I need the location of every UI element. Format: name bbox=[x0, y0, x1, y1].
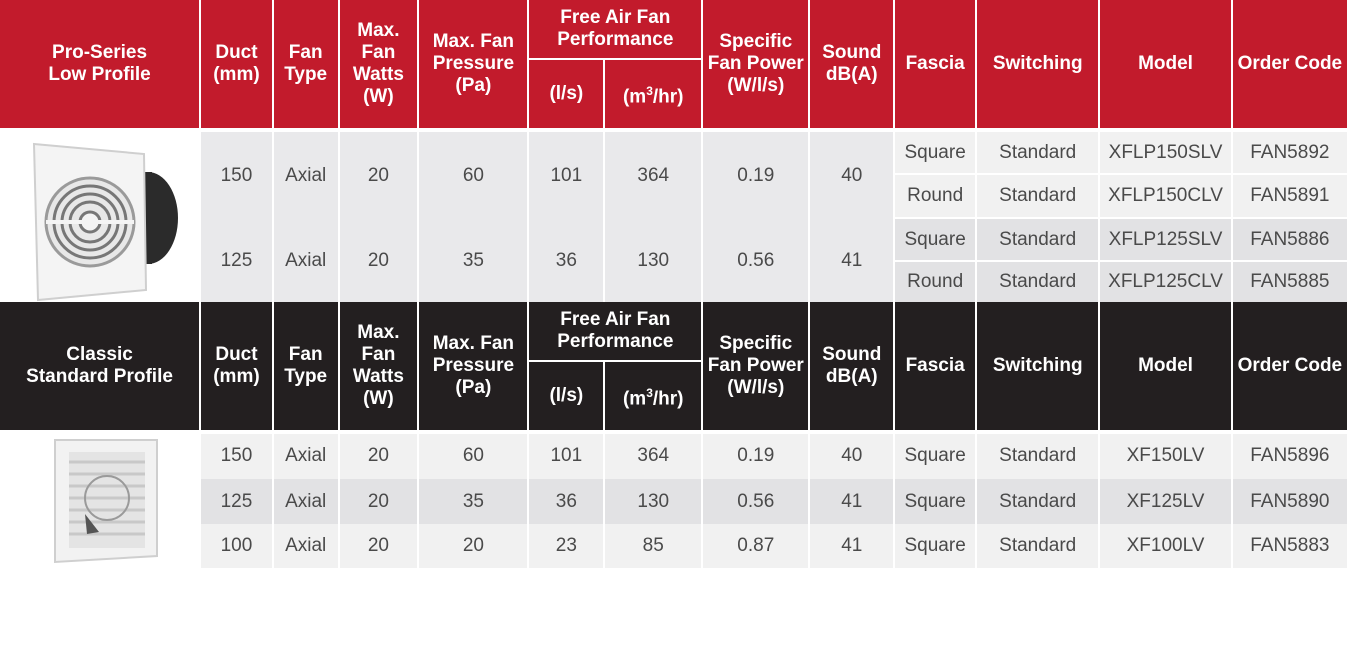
duct-header: Duct (mm) bbox=[201, 302, 272, 430]
cell-fascia: Round bbox=[895, 262, 975, 302]
cell-fascia: Square bbox=[895, 479, 975, 525]
cell-fan-type: Axial bbox=[274, 132, 338, 219]
specific-power-header: Specific Fan Power (W/l/s) bbox=[703, 302, 808, 430]
cell-ls: 36 bbox=[529, 219, 603, 302]
cell-pressure: 35 bbox=[419, 219, 527, 302]
fan-type-header: Fan Type bbox=[274, 0, 338, 128]
max-watts-header: Max. Fan Watts (W) bbox=[340, 0, 418, 128]
cell-m3hr: 85 bbox=[605, 524, 701, 568]
free-air-header: Free Air Fan Performance bbox=[529, 302, 701, 362]
switching-header: Switching bbox=[977, 302, 1098, 430]
sound-header: Sound dB(A) bbox=[810, 0, 893, 128]
cell-fan-type: Axial bbox=[274, 434, 338, 479]
order-code-header: Order Code bbox=[1233, 302, 1347, 430]
cell-fascia: Square bbox=[895, 434, 975, 479]
cell-sfp: 0.19 bbox=[703, 434, 808, 479]
table-row bbox=[0, 132, 1347, 175]
fascia-header: Fascia bbox=[895, 302, 975, 430]
cell-m3hr: 364 bbox=[605, 434, 701, 479]
order-code-header: Order Code bbox=[1233, 0, 1347, 128]
cell-watts: 20 bbox=[340, 434, 418, 479]
cell-sound: 41 bbox=[810, 524, 893, 568]
louvred-extractor-fan-icon bbox=[25, 434, 175, 568]
cell-order-code: FAN5896 bbox=[1233, 434, 1347, 479]
pro-series-image bbox=[0, 132, 199, 302]
cell-fascia: Square bbox=[895, 132, 975, 175]
fan-type-header: Fan Type bbox=[274, 302, 338, 430]
cell-model: XFLP125SLV bbox=[1100, 219, 1230, 262]
table-row bbox=[0, 219, 1347, 262]
m3hr-header: $(m^3/hr)$ bbox=[605, 362, 701, 430]
cell-m3hr: 130 bbox=[605, 219, 701, 302]
max-pressure-header: Max. Fan Pressure (Pa) bbox=[419, 0, 527, 128]
cell-model: XFLP150CLV bbox=[1100, 175, 1230, 219]
cell-m3hr: 364 bbox=[605, 132, 701, 219]
ls-header: (l/s) bbox=[529, 60, 603, 128]
model-header: Model bbox=[1100, 0, 1230, 128]
cell-fascia: Square bbox=[895, 219, 975, 262]
ls-header: (l/s) bbox=[529, 362, 603, 430]
classic-header-top bbox=[0, 302, 1347, 362]
fascia-header: Fascia bbox=[895, 0, 975, 128]
cell-duct: 100 bbox=[201, 524, 272, 568]
cell-m3hr: 130 bbox=[605, 479, 701, 525]
cell-duct: 125 bbox=[201, 479, 272, 525]
cell-sfp: 0.56 bbox=[703, 219, 808, 302]
cell-order-code: FAN5890 bbox=[1233, 479, 1347, 525]
cell-fascia: Square bbox=[895, 524, 975, 568]
duct-header: Duct (mm) bbox=[201, 0, 272, 128]
cell-watts: 20 bbox=[340, 132, 418, 219]
cell-order-code: FAN5885 bbox=[1233, 262, 1347, 302]
cell-model: XF100LV bbox=[1100, 524, 1230, 568]
free-air-header: Free Air Fan Performance bbox=[529, 0, 701, 60]
cell-switching: Standard bbox=[977, 175, 1098, 219]
cell-duct: 150 bbox=[201, 132, 272, 219]
cell-watts: 20 bbox=[340, 219, 418, 302]
cell-sound: 41 bbox=[810, 219, 893, 302]
cell-watts: 20 bbox=[340, 524, 418, 568]
cell-sfp: 0.87 bbox=[703, 524, 808, 568]
cell-duct: 150 bbox=[201, 434, 272, 479]
cell-model: XF150LV bbox=[1100, 434, 1230, 479]
model-header: Model bbox=[1100, 302, 1230, 430]
cell-fan-type: Axial bbox=[274, 524, 338, 568]
cell-model: XFLP150SLV bbox=[1100, 132, 1230, 175]
table-row bbox=[0, 434, 1347, 479]
cell-watts: 20 bbox=[340, 479, 418, 525]
cell-pressure: 20 bbox=[419, 524, 527, 568]
cell-fan-type: Axial bbox=[274, 219, 338, 302]
cell-sound: 41 bbox=[810, 479, 893, 525]
cell-ls: 23 bbox=[529, 524, 603, 568]
cell-sound: 40 bbox=[810, 434, 893, 479]
cell-pressure: 60 bbox=[419, 132, 527, 219]
table-row bbox=[0, 479, 1347, 525]
specific-power-header: Specific Fan Power (W/l/s) bbox=[703, 0, 808, 128]
classic-title: Classic Standard Profile bbox=[0, 302, 199, 430]
cell-switching: Standard bbox=[977, 524, 1098, 568]
cell-switching: Standard bbox=[977, 132, 1098, 175]
switching-header: Switching bbox=[977, 0, 1098, 128]
cell-pressure: 60 bbox=[419, 434, 527, 479]
cell-model: XFLP125CLV bbox=[1100, 262, 1230, 302]
cell-sound: 40 bbox=[810, 132, 893, 219]
cell-ls: 101 bbox=[529, 434, 603, 479]
cell-duct: 125 bbox=[201, 219, 272, 302]
square-extractor-fan-icon bbox=[20, 132, 180, 302]
cell-fan-type: Axial bbox=[274, 479, 338, 525]
max-pressure-header: Max. Fan Pressure (Pa) bbox=[419, 302, 527, 430]
cell-order-code: FAN5892 bbox=[1233, 132, 1347, 175]
cell-ls: 36 bbox=[529, 479, 603, 525]
cell-ls: 101 bbox=[529, 132, 603, 219]
cell-switching: Standard bbox=[977, 262, 1098, 302]
pro-series-title: Pro-Series Low Profile bbox=[0, 0, 199, 128]
pro-series-header-top bbox=[0, 0, 1347, 60]
cell-order-code: FAN5883 bbox=[1233, 524, 1347, 568]
cell-order-code: FAN5886 bbox=[1233, 219, 1347, 262]
cell-switching: Standard bbox=[977, 434, 1098, 479]
table-row bbox=[0, 524, 1347, 568]
sound-header: Sound dB(A) bbox=[810, 302, 893, 430]
classic-image bbox=[0, 434, 199, 568]
cell-switching: Standard bbox=[977, 479, 1098, 525]
cell-sfp: 0.19 bbox=[703, 132, 808, 219]
cell-model: XF125LV bbox=[1100, 479, 1230, 525]
cell-pressure: 35 bbox=[419, 479, 527, 525]
cell-fascia: Round bbox=[895, 175, 975, 219]
cell-sfp: 0.56 bbox=[703, 479, 808, 525]
m3hr-header: $(m^3/hr)$ bbox=[605, 60, 701, 128]
max-watts-header: Max. Fan Watts (W) bbox=[340, 302, 418, 430]
cell-switching: Standard bbox=[977, 219, 1098, 262]
cell-order-code: FAN5891 bbox=[1233, 175, 1347, 219]
